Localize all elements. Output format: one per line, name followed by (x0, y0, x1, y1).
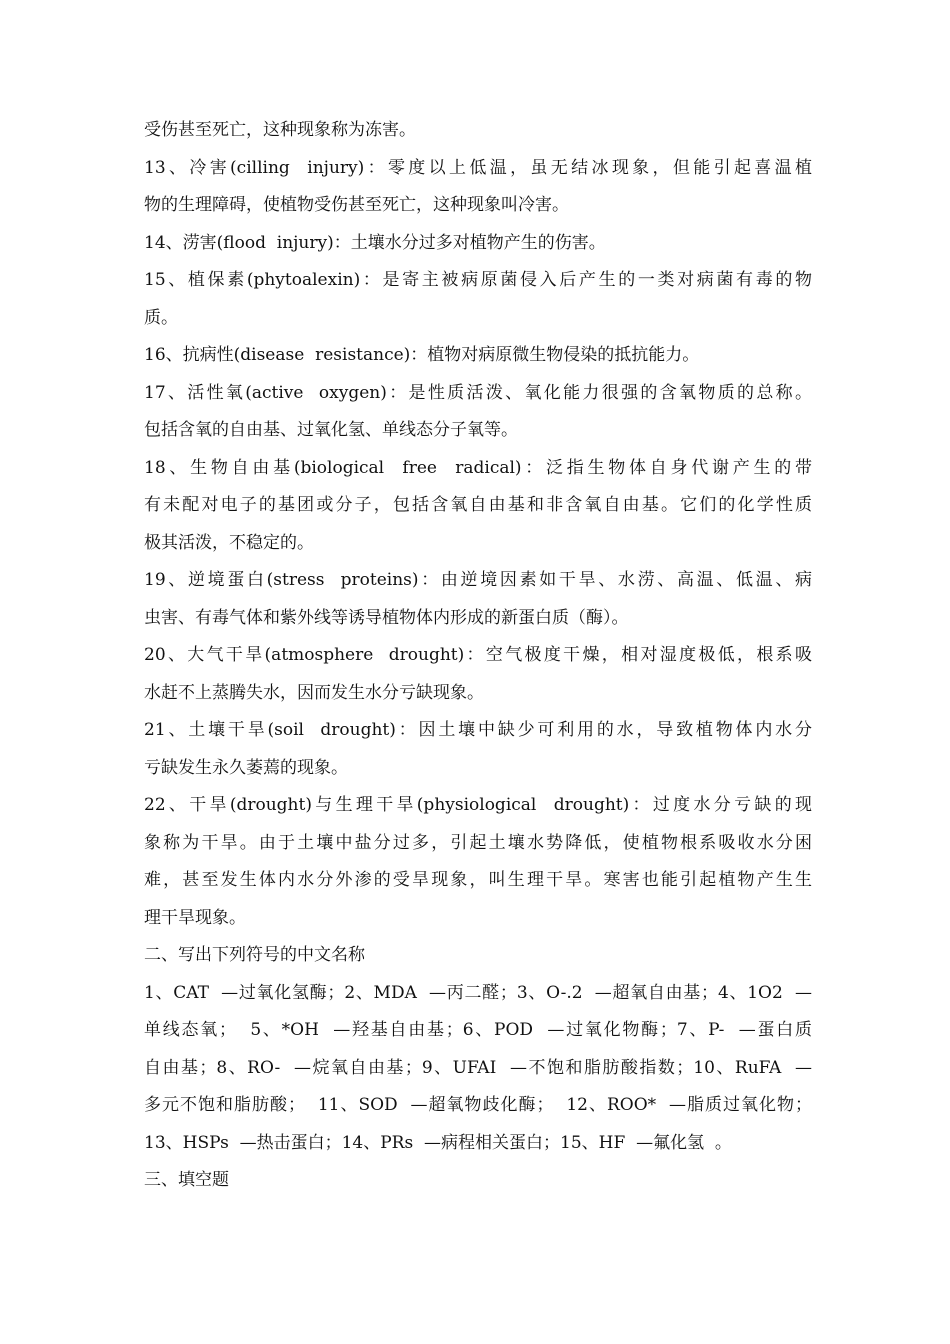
text-line: 自由基；8、RO- —烷氧自由基；9、UFAI —不饱和脂肪酸指数；10、RuFA — (144, 1057, 812, 1078)
text-line: 1、CAT —过氧化氢酶；2、MDA —丙二醛；3、O-.2 —超氧自由基；4、1O2 — (144, 982, 812, 1003)
text-line: 21、土壤干旱(soil drought)：因土壤中缺少可利用的水，导致植物体内水分 (144, 720, 812, 740)
section-heading: 三、填空题 (144, 1170, 229, 1190)
text-line: 水赶不上蒸腾失水，因而发生水分亏缺现象。 (144, 682, 484, 703)
text-line: 物的生理障碍，使植物受伤甚至死亡，这种现象叫冷害。 (144, 195, 569, 215)
text-line: 22、干旱(drought)与生理干旱(physiological drought)：过度水分亏缺的现 (144, 795, 812, 815)
text-line: 亏缺发生永久萎蔫的现象。 (144, 757, 348, 778)
text-line: 16、抗病性(disease resistance)：植物对病原微生物侵染的抵抗能力。 (144, 345, 700, 365)
text-line: 20、大气干旱(atmosphere drought)：空气极度干燥，相对湿度极低，根系吸 (144, 645, 812, 665)
text-line: 多元不饱和脂肪酸； 11、SOD —超氧物歧化酶； 12、ROO* —脂质过氧化物； (144, 1095, 812, 1115)
text-line: 13、冷害(cilling injury)：零度以上低温，虽无结冰现象，但能引起喜温植 (144, 157, 812, 178)
text-line: 13、HSPs —热击蛋白；14、PRs —病程相关蛋白；15、HF —氟化氢 。 (144, 1132, 732, 1153)
text-line: 理干旱现象。 (144, 907, 246, 928)
text-line: 虫害、有毒气体和紫外线等诱导植物体内形成的新蛋白质（酶）。 (144, 607, 629, 628)
section-heading: 二、写出下列符号的中文名称 (144, 945, 365, 965)
text-line: 19、逆境蛋白(stress proteins)：由逆境因素如干旱、水涝、高温、低温、病 (144, 570, 812, 590)
text-line: 18、生物自由基(biological free radical)：泛指生物体自身代谢产生的带 (144, 457, 812, 478)
text-line: 有未配对电子的基团或分子，包括含氧自由基和非含氧自由基。它们的化学性质 (144, 495, 812, 515)
text-line: 包括含氧的自由基、过氧化氢、单线态分子氧等。 (144, 420, 518, 440)
text-line: 难，甚至发生体内水分外渗的受旱现象，叫生理干旱。寒害也能引起植物产生生 (144, 870, 812, 890)
document-body (144, 112, 812, 1200)
text-line: 15、植保素(phytoalexin)：是寄主被病原菌侵入后产生的一类对病菌有毒的物 (144, 270, 812, 290)
text-line: 14、涝害(flood injury)：土壤水分过多对植物产生的伤害。 (144, 232, 606, 253)
text-line: 受伤甚至死亡，这种现象称为冻害。 (144, 120, 416, 140)
text-line: 象称为干旱。由于土壤中盐分过多，引起土壤水势降低，使植物根系吸收水分困 (144, 832, 812, 853)
text-line: 单线态氧； 5、*OH —羟基自由基；6、POD —过氧化物酶；7、P- —蛋白质 (144, 1020, 812, 1040)
text-line: 极其活泼，不稳定的。 (144, 532, 314, 553)
text-line: 17、活性氧(active oxygen)：是性质活泼、氧化能力很强的含氧物质的总称。 (144, 382, 812, 403)
text-line: 质。 (144, 307, 178, 328)
